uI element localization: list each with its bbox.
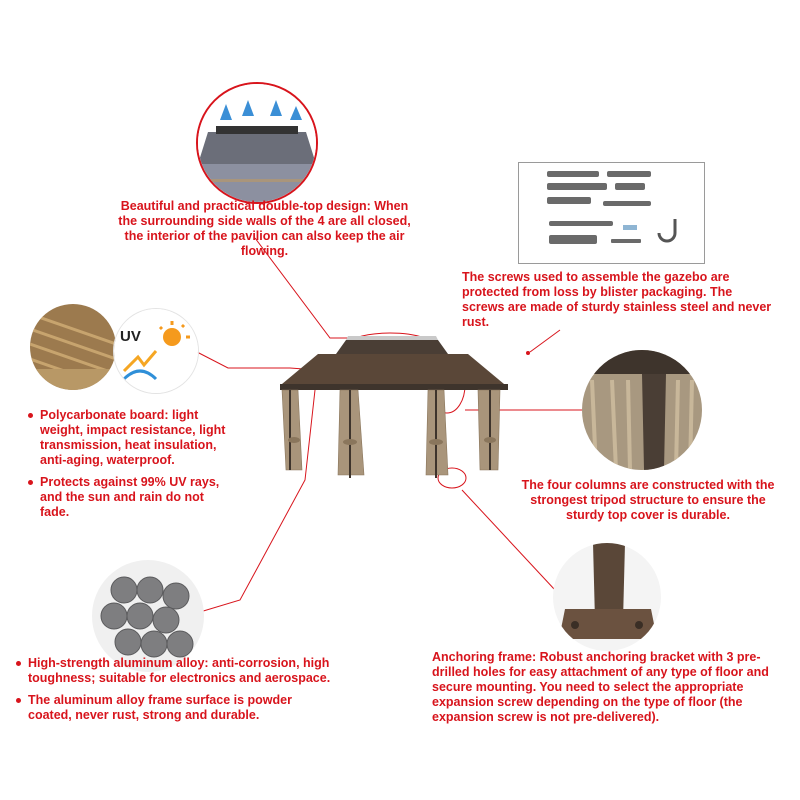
polycarbonate-board-image xyxy=(30,304,116,390)
double-top-description: Beautiful and practical double-top design: When the surrounding side walls of the 4 are all closed, the interior of the pavilion can also keep the air flowing. xyxy=(118,199,411,258)
uv-label: UV xyxy=(120,328,141,345)
aluminum-bullets xyxy=(16,656,334,730)
column-detail-image xyxy=(582,350,702,470)
screws-description: The screws used to assemble the gazebo are protected from loss by blister packaging. The screws are made of sturdy stainless steel and never rust. xyxy=(462,270,772,329)
gazebo-image xyxy=(268,330,518,490)
columns-description: The four columns are constructed with the strongest tripod structure to ensure the sturdy top cover is durable. xyxy=(521,478,775,522)
polycarbonate-bullet: Protects against 99% UV rays, and the sun and rain do not fade. xyxy=(28,475,228,520)
polycarbonate-bullet: Polycarbonate board: light weight, impact resistance, light transmission, heat insulation, anti-aging, waterproof. xyxy=(28,408,228,468)
anchoring-bracket-image xyxy=(553,543,661,651)
anchoring-description: Anchoring frame: Robust anchoring bracket with 3 pre-drilled holes for easy attachment of any type of floor and secure mounting. You need to select the appropriate expansion screw depending on the type of floor (the expansion screw is not pre-delivered). xyxy=(432,650,769,724)
double-top-detail-image xyxy=(196,82,318,204)
screws-package-image xyxy=(518,162,705,264)
aluminum-bullet: The aluminum alloy frame surface is powder coated, never rust, strong and durable. xyxy=(16,693,334,723)
polycarbonate-bullets xyxy=(28,408,228,527)
aluminum-bullet: High-strength aluminum alloy: anti-corrosion, high toughness; suitable for electronics and aerospace. xyxy=(16,656,334,686)
uv-protection-image xyxy=(113,308,199,394)
